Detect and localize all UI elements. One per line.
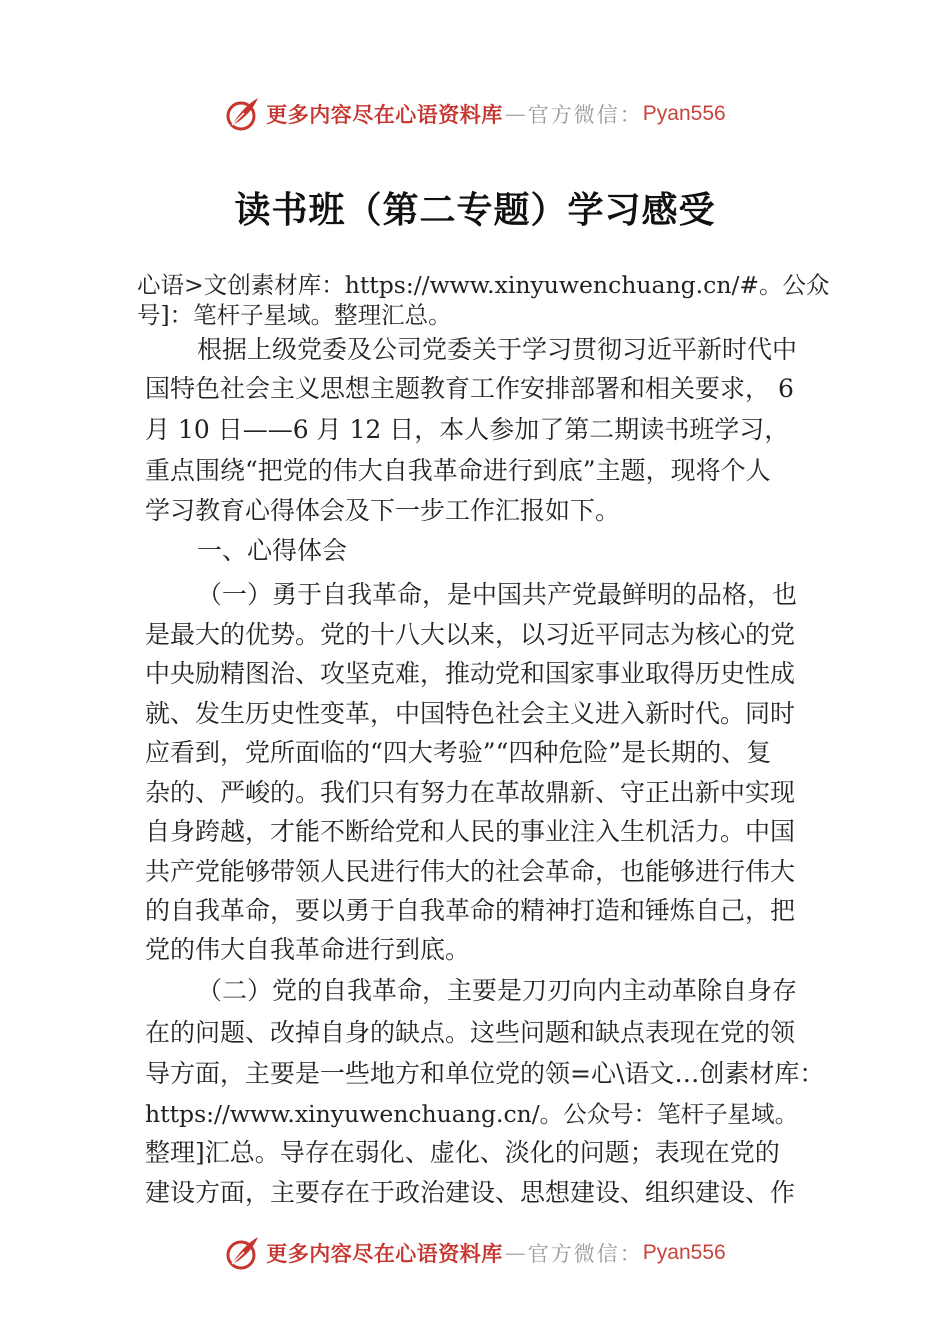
banner-lead-text: 更多内容尽在心语资料库 [266, 1241, 503, 1266]
body-line: 在的问题、改掉自身的缺点。这些问题和缺点表现在党的领 [145, 1018, 796, 1047]
source-line: 号]：笔杆子星域。整理汇总。 [137, 301, 452, 329]
body-line: 整理]汇总。导存在弱化、虚化、淡化的问题；表现在党的 [145, 1138, 780, 1167]
body-line: 建设方面，主要存在于政治建设、思想建设、组织建设、作 [145, 1178, 796, 1207]
footer-watermark-banner [0, 1231, 950, 1275]
banner-wechat-id: Pyan556 [642, 102, 726, 125]
quill-logo-icon [224, 95, 262, 133]
banner-wechat-label: 官方微信： [527, 1242, 643, 1266]
body-line: 就、发生历史性变革，中国特色社会主义进入新时代。同时 [145, 699, 796, 728]
body-line: 根据上级党委及公司党委关于学习贯彻习近平新时代中 [197, 335, 798, 364]
body-line: 应看到，党所面临的“四大考验”“四种危险”是长期的、复 [145, 738, 772, 767]
body-line: （二）党的自我革命，主要是刀刃向内主动革除自身存 [197, 976, 798, 1005]
body-line: 导方面，主要是一些地方和单位党的领=心\语文…创素材库： [145, 1059, 825, 1088]
body-line: 是最大的优势。党的十八大以来，以习近平同志为核心的党 [145, 620, 796, 649]
body-line: （一）勇于自我革命，是中国共产党最鲜明的品格，也 [197, 580, 798, 609]
banner-lead-text: 更多内容尽在心语资料库 [266, 102, 503, 127]
banner-wechat-label: 官方微信： [527, 103, 643, 127]
body-line: https://www.xinyuwenchuang.cn/。公众号：笔杆子星域。 [145, 1100, 799, 1128]
body-line: 共产党能够带领人民进行伟大的社会革命，也能够进行伟大 [145, 857, 796, 886]
body-line: 党的伟大自我革命进行到底。 [145, 935, 471, 964]
body-line: 学习教育心得体会及下一步工作汇报如下。 [145, 496, 621, 525]
banner-dash: — [504, 102, 526, 126]
body-line: 杂的、严峻的。我们只有努力在革故鼎新、守正出新中实现 [145, 778, 796, 807]
body-line: 重点围绕“把党的伟大自我革命进行到底”主题，现将个人 [145, 456, 771, 485]
quill-logo-icon [224, 1234, 262, 1272]
body-line: 国特色社会主义思想主题教育工作安排部署和相关要求， 6 [145, 374, 794, 403]
section-heading: 一、心得体会 [197, 536, 348, 565]
document-title: 读书班（第二专题）学习感受 [234, 189, 716, 231]
source-line: 心语>文创素材库：https://www.xinyuwenchuang.cn/#。公众 [137, 271, 830, 299]
banner-wechat-id: Pyan556 [642, 1241, 726, 1264]
banner-dash: — [504, 1241, 526, 1265]
body-line: 月 10 日——6 月 12 日，本人参加了第二期读书班学习， [145, 415, 790, 444]
header-watermark-banner [0, 92, 950, 136]
body-line: 中央励精图治、攻坚克难，推动党和国家事业取得历史性成 [145, 659, 796, 688]
body-line: 自身跨越，才能不断给党和人民的事业注入生机活力。中国 [145, 817, 796, 846]
body-line: 的自我革命，要以勇于自我革命的精神打造和锤炼自己，把 [145, 896, 796, 925]
